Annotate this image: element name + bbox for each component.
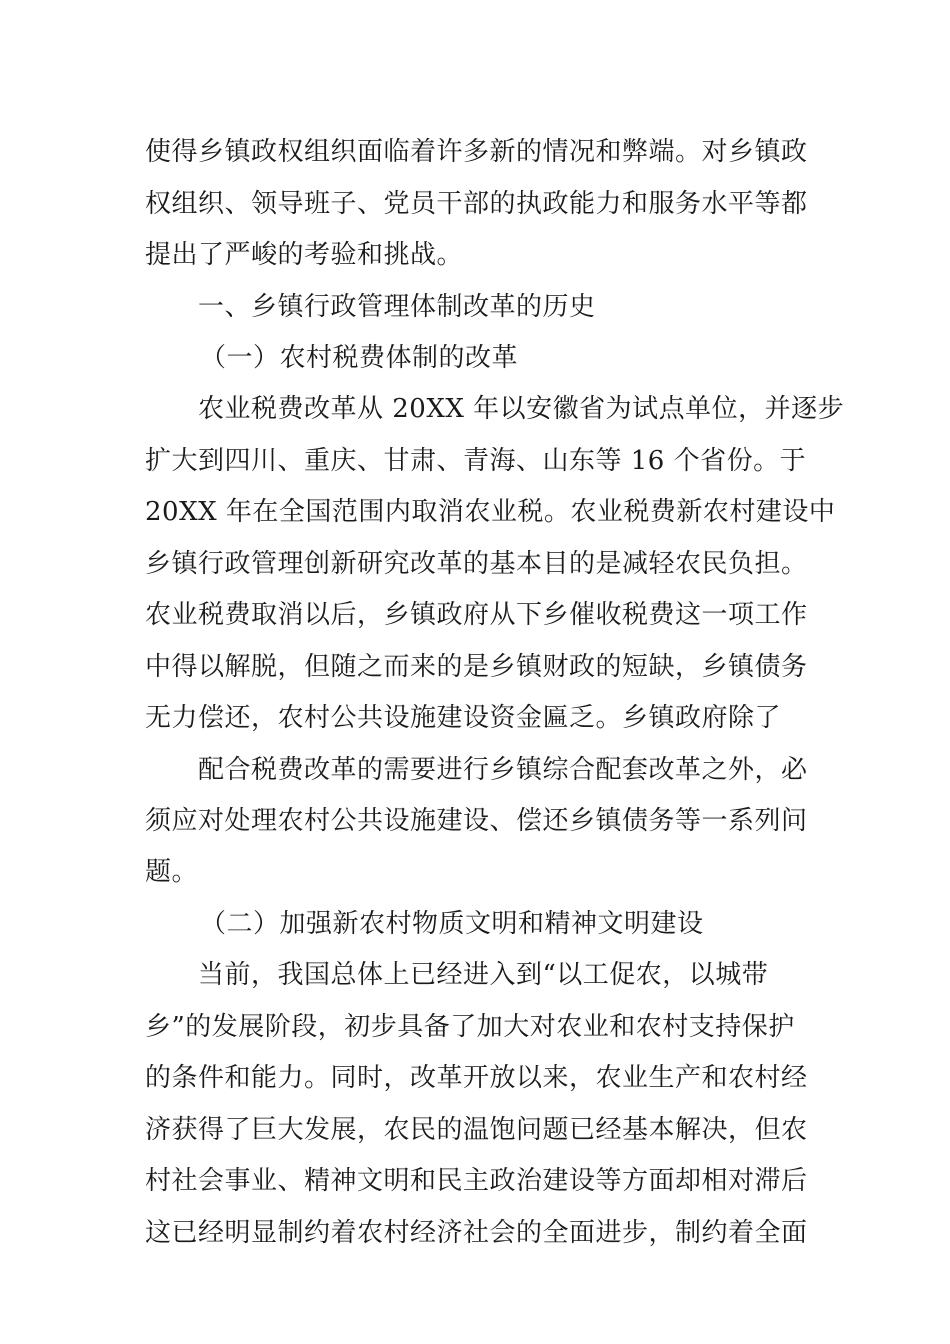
body-text-line: 无力偿还，农村公共设施建设资金匾乏。乡镇政府除了	[145, 703, 782, 733]
body-text-line: 当前，我国总体上已经进入到“以工促农，以城带	[198, 960, 769, 990]
body-text-line: 中得以解脱，但随之而来的是乡镇财政的短缺，乡镇债务	[145, 652, 808, 682]
body-text-line: 乡”的发展阶段，初步具备了加大对农业和农村支持保护	[145, 1012, 795, 1042]
body-text-line: 农业税费取消以后，乡镇政府从下乡催收税费这一项工作	[145, 600, 808, 630]
body-text-line: 农业税费改革从 20XX 年以安徽省为试点单位，并逐步	[198, 394, 845, 424]
body-text-line: 20XX 年在全国范围内取消农业税。农业税费新农村建设中	[145, 497, 836, 527]
body-text-line: 题。	[145, 857, 199, 887]
body-text-line: 权组织、领导班子、党员干部的执政能力和服务水平等都	[145, 189, 808, 219]
body-text-line: 须应对处理农村公共设施建设、偿还乡镇债务等一系列问	[145, 806, 808, 836]
subsection-heading: （一）农村税费体制的改革	[200, 343, 519, 373]
body-text-line: 的条件和能力。同时，改革开放以来，农业生产和农村经	[145, 1063, 808, 1093]
body-text-line: 配合税费改革的需要进行乡镇综合配套改革之外，必	[198, 755, 808, 785]
subsection-heading: （二）加强新农村物质文明和精神文明建设	[200, 909, 704, 939]
body-text-line: 济获得了巨大发展，农民的温饱问题已经基本解决，但农	[145, 1115, 808, 1145]
body-text-line: 扩大到四川、重庆、甘肃、青海、山东等 16 个省份。于	[145, 446, 807, 476]
body-text-line: 这已经明显制约着农村经济社会的全面进步，制约着全面	[145, 1218, 808, 1248]
body-text-line: 乡镇行政管理创新研究改革的基本目的是减轻农民负担。	[145, 549, 808, 579]
section-heading: 一、乡镇行政管理体制改革的历史	[198, 292, 596, 322]
body-text-line: 村社会事业、精神文明和民主政治建设等方面却相对滞后	[145, 1166, 808, 1196]
body-text-line: 提出了严峻的考验和挑战。	[145, 240, 464, 270]
body-text-line: 使得乡镇政权组织面临着许多新的情况和弊端。对乡镇政	[145, 137, 808, 167]
